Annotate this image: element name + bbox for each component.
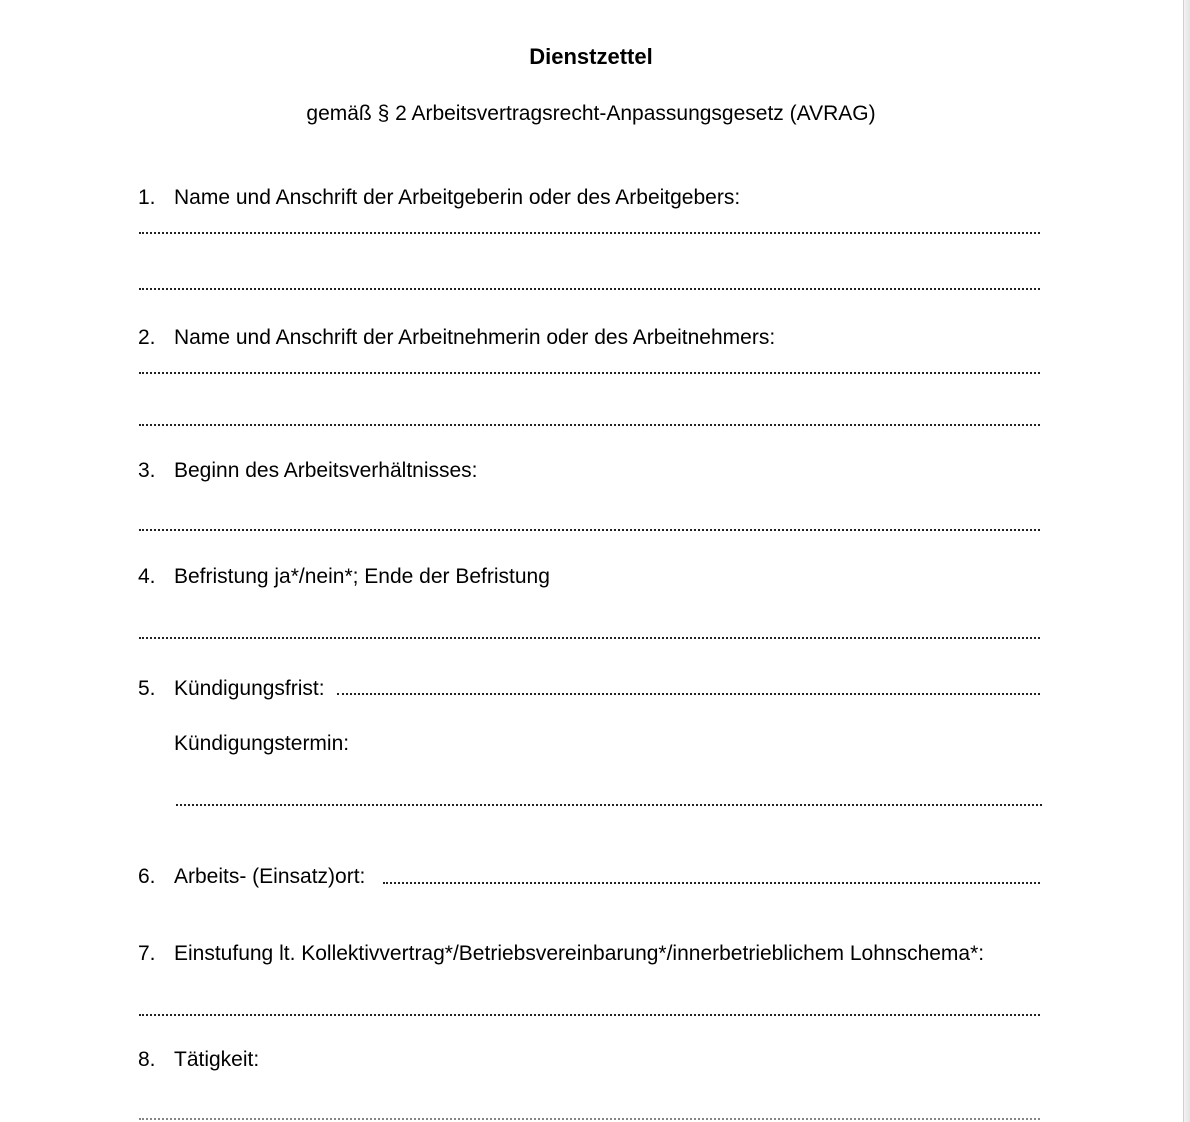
item-4-label: Befristung ja*/nein*; Ende der Befristung [174,565,550,588]
item-8-number: 8. [138,1048,156,1071]
item-4-number: 4. [138,565,156,588]
item-5-sublabel: Kündigungstermin: [174,732,350,755]
item-6-number: 6. [138,865,156,888]
item-7-label: Einstufung lt. Kollektivvertrag*/Betriebsvereinbarung*/innerbetrieblichem Lohnschema*: [174,942,985,965]
item-2-label: Name und Anschrift der Arbeitnehmerin oder des Arbeitnehmers: [174,326,776,349]
item-6-fill-line[interactable] [383,882,1040,884]
item-2-fill-line-1[interactable] [139,372,1040,374]
page-edge [1183,0,1190,1122]
item-1-number: 1. [138,186,156,209]
item-5-number: 5. [138,677,156,700]
document-title: Dienstzettel [529,44,653,69]
item-6-label: Arbeits- (Einsatz)ort: [174,865,366,888]
item-1-fill-line-2[interactable] [139,288,1040,290]
item-4-fill-line[interactable] [139,637,1040,639]
item-3-fill-line[interactable] [139,529,1040,531]
item-8-fill-line[interactable] [139,1118,1040,1120]
item-3-number: 3. [138,459,156,482]
item-5-fill-line[interactable] [337,693,1040,695]
item-5-label: Kündigungsfrist: [174,677,325,700]
item-7-fill-line[interactable] [139,1014,1040,1016]
item-2-fill-line-2[interactable] [139,424,1040,426]
item-2-number: 2. [138,326,156,349]
item-7-number: 7. [138,942,156,965]
item-8-label: Tätigkeit: [174,1048,260,1071]
item-1-label: Name und Anschrift der Arbeitgeberin oder des Arbeitgebers: [174,186,741,209]
item-5-sub-fill-line[interactable] [176,804,1042,806]
document-subtitle: gemäß § 2 Arbeitsvertragsrecht-Anpassungsgesetz (AVRAG) [306,102,876,125]
item-3-label: Beginn des Arbeitsverhältnisses: [174,459,478,482]
item-1-fill-line-1[interactable] [139,232,1040,234]
